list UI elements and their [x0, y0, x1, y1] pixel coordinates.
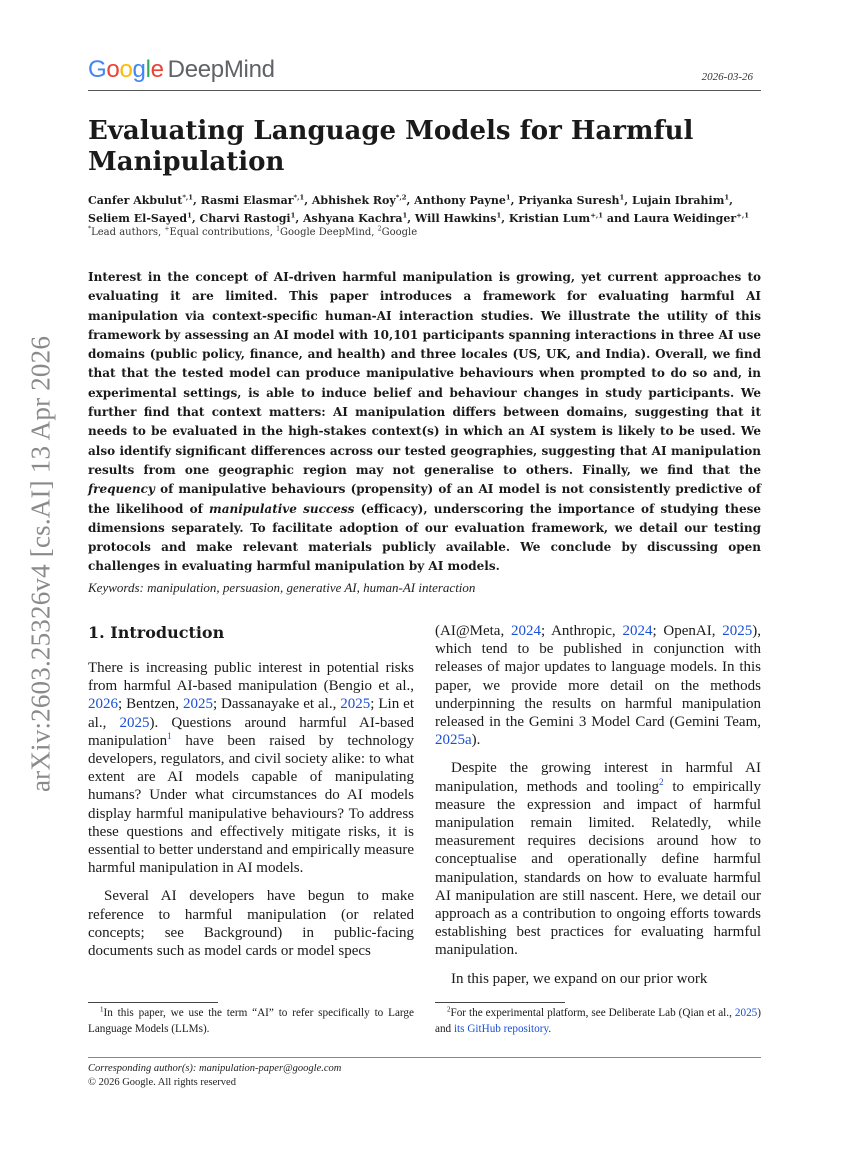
affil-mark: * [88, 225, 92, 233]
author-name: Abhishek Roy [311, 194, 396, 207]
footnote-text: For the experimental platform, see Deliberate Lab (Qian et al., [450, 1007, 735, 1019]
body-text: Despite the growing interest in harmful AI manipulation, methods and tooling [435, 760, 761, 795]
affil-mark: 1 [276, 225, 281, 233]
footnote-rule [435, 1002, 565, 1003]
abstract-emphasis: frequency [88, 482, 155, 497]
author-name: Charvi Rastogi [199, 212, 291, 225]
abstract-text: of manipulative behaviours (propensity) of an AI model is not consistently predictive of the likelihood of [88, 482, 761, 516]
footnote-mark: 1 [100, 1005, 104, 1014]
footnote-text: ) and [435, 1007, 761, 1035]
author-name: Kristian Lum [508, 212, 591, 225]
body-text: to empirically measure the expression and impact of harmful manipulation remain limited. Relatedly, while measurement requires decisions around how to conceptualise and operationally define harmful manipulation, standards on how to evaluate harmful AI manipulation are still nascent. Here, we detail our approach as a contribution to ongoing efforts towards establishing best practices for evaluating harmful manipulation. [435, 778, 761, 959]
author-mark: *,2 [395, 193, 407, 202]
citation-link[interactable]: 2026 [88, 696, 118, 713]
author-mark: 1 [402, 211, 408, 220]
author-name: Anthony Payne [414, 194, 506, 207]
footer-rule [88, 1057, 761, 1058]
citation-link[interactable]: 2025a [435, 732, 472, 749]
author-name: Seliem El-Sayed [88, 212, 188, 225]
body-text: ). [471, 732, 481, 749]
intro-paragraph-2: Several AI developers have begun to make reference to harmful manipulation (or related concepts; see Background) in public-facing documents such as model cards or model specs [88, 888, 414, 960]
affil-text: Equal contributions, [169, 227, 277, 238]
affil-text: Lead authors, [91, 227, 165, 238]
paper-title: Evaluating Language Models for Harmful Manipulation [88, 116, 694, 177]
logo-letter: g [132, 56, 146, 83]
author-list [88, 192, 788, 228]
keywords: Keywords: manipulation, persuasion, generative AI, human-AI interaction [88, 580, 476, 595]
abstract-emphasis: manipulative success [209, 501, 355, 516]
body-text: ), which tend to be published in conjunction with releases of major updates to language models. In this paper, we provide more detail on the methods underpinning the results on harmful manipulation released in the Gemini 3 Model Card (Gemini Team, [435, 623, 761, 731]
abstract-text: (efficacy), underscoring the importance of studying these dimensions separately. To facilitate adoption of our evaluation framework, we detail our testing protocols and make relevant materials publicly available. We conclude by discussing open challenges in evaluating harmful manipulation by AI models. [88, 501, 761, 574]
author-name: Laura Weidinger [633, 212, 737, 225]
affil-mark: + [164, 225, 170, 233]
author-line-1: Canfer Akbulut$^{*,1}$, Rasmi Elasmar$^{*,1}$, Abhishek Roy$^{*,2}$, Anthony Payne$^1$, Priyanka Suresh$^1$, Lujain Ibrahim$^1$, [88, 193, 733, 207]
author-mark: 1 [496, 211, 502, 220]
author-and: and [606, 212, 630, 225]
footnote-2 [435, 1006, 761, 1037]
author-name: Will Hawkins [414, 212, 497, 225]
author-mark: +,1 [590, 211, 604, 220]
intro-paragraph-3 [435, 759, 761, 959]
page-footer [88, 1062, 341, 1090]
body-text: ; OpenAI, [652, 623, 723, 639]
affiliations [88, 227, 417, 238]
author-mark: 1 [619, 193, 625, 202]
header-date: 2026-03-26 [701, 71, 753, 83]
author-name: Lujain Ibrahim [631, 194, 725, 207]
footnote-text: . [548, 1022, 552, 1035]
logo-letter: o [106, 56, 120, 83]
copyright: © 2026 Google. All rights reserved [88, 1077, 236, 1088]
arxiv-side-identifier [24, 335, 58, 792]
abstract-text: Interest in the concept of AI-driven harmful manipulation is growing, yet current approaches to evaluating it are limited. This paper introduces a framework for evaluating harmful AI manipulation via context-specific human-AI interaction studies. We illustrate the utility of this framework by assessing an AI model with 10,101 participants spanning interactions in three AI use domains (public policy, finance, and health) and three locales (US, UK, and India). Overall, we find that that the tested model can produce manipulative behaviours when prompted to do so and, in experimental settings, is able to induce belief and behaviour changes in study participants. We further find that context matters: AI manipulation differs between domains, suggesting that it needs to be evaluated in the high-stakes context(s) in which an AI system is likely to be used. We also identify significant differences across our tested geographies, suggesting that AI manipulation results from one geographic region may not generalise to others. Finally, we find that the [88, 270, 761, 477]
footnote-mark: 2 [447, 1005, 451, 1014]
citation-link[interactable]: 2024 [622, 623, 653, 639]
body-text: ; Bentzen, [118, 696, 183, 713]
footnote-ref-link[interactable]: 1 [167, 731, 172, 742]
intro-paragraph-2-continued [435, 622, 761, 749]
citation-link[interactable]: 2025 [734, 1007, 758, 1019]
right-column [435, 622, 761, 998]
logo-letter: l [145, 56, 151, 83]
github-repository-link[interactable]: its GitHub repository [453, 1022, 549, 1035]
logo-letter: o [119, 56, 133, 83]
author-name: Canfer Akbulut [88, 194, 183, 207]
corresponding-author: Corresponding author(s): manipulation-paper@google.com [88, 1063, 342, 1074]
author-line-2: Seliem El-Sayed$^1$, Charvi Rastogi$^1$, Ashyana Kachra$^1$, Will Hawkins$^1$, Kristian Lum$^{+,1}$ and Laura Weidinger$^{+,1}$ [88, 211, 749, 225]
citation-link[interactable]: 2025 [182, 696, 213, 713]
google-deepmind-logo [88, 56, 275, 84]
logo-product-name: DeepMind [167, 56, 275, 83]
footnote-ref-link[interactable]: 2 [658, 777, 664, 788]
body-text: have been raised by technology developers, regulators, and civil society alike: to what extent are AI models capable of manipulating humans? Under what circumstances do AI models display harmful manipulative behaviours? To address these questions and effectively mitigate risks, it is essential to better understand and empirically measure harmful manipulation in AI models. [88, 732, 414, 877]
footnote-rule [88, 1002, 218, 1003]
footnote-text: In this paper, we use the term “AI” to refer specifically to Large Language Models (LLMs). [88, 1007, 414, 1035]
body-text: ; Anthropic, [540, 623, 623, 639]
citation-link[interactable]: 2025 [722, 623, 753, 639]
citation-link[interactable]: 2024 [510, 623, 541, 639]
author-mark: +,1 [736, 211, 749, 220]
body-text: ; Lin et al., [88, 696, 414, 731]
author-mark: 1 [187, 211, 192, 220]
author-name: Priyanka Suresh [518, 194, 620, 207]
author-mark: 1 [505, 193, 511, 202]
author-mark: 1 [724, 193, 730, 202]
intro-paragraph-4: In this paper, we expand on our prior work [451, 970, 708, 987]
footnote-1 [88, 1006, 414, 1037]
citation-link[interactable]: 2025 [340, 696, 371, 713]
affil-text: Google [381, 227, 418, 238]
arxiv-identifier-text: arXiv:2603.25326v4 [cs.AI] 13 Apr 2026 [25, 335, 56, 792]
logo-letter: e [150, 56, 164, 83]
body-text: (AI@Meta, [435, 623, 511, 639]
logo-letter: G [88, 56, 107, 83]
affil-mark: 2 [377, 225, 382, 233]
citation-link[interactable]: 2025 [119, 714, 150, 731]
author-mark: 1 [290, 211, 296, 220]
author-mark: *,1 [293, 193, 305, 202]
section-heading: 1. Introduction [88, 623, 225, 642]
affil-text: Google DeepMind, [280, 227, 378, 238]
intro-paragraph-1 [88, 659, 414, 877]
body-text: ; Dassanayake et al., [212, 696, 341, 713]
author-mark: *,1 [182, 193, 194, 202]
left-column [88, 622, 414, 970]
page-header [88, 56, 761, 91]
body-text: ). Questions around harmful AI-based manipulation [88, 714, 415, 749]
author-name: Ashyana Kachra [302, 212, 403, 225]
body-text: There is increasing public interest in potential risks from harmful AI-based manipulation (Bengio et al., [88, 660, 414, 695]
author-name: Rasmi Elasmar [200, 194, 294, 207]
abstract [88, 268, 761, 577]
